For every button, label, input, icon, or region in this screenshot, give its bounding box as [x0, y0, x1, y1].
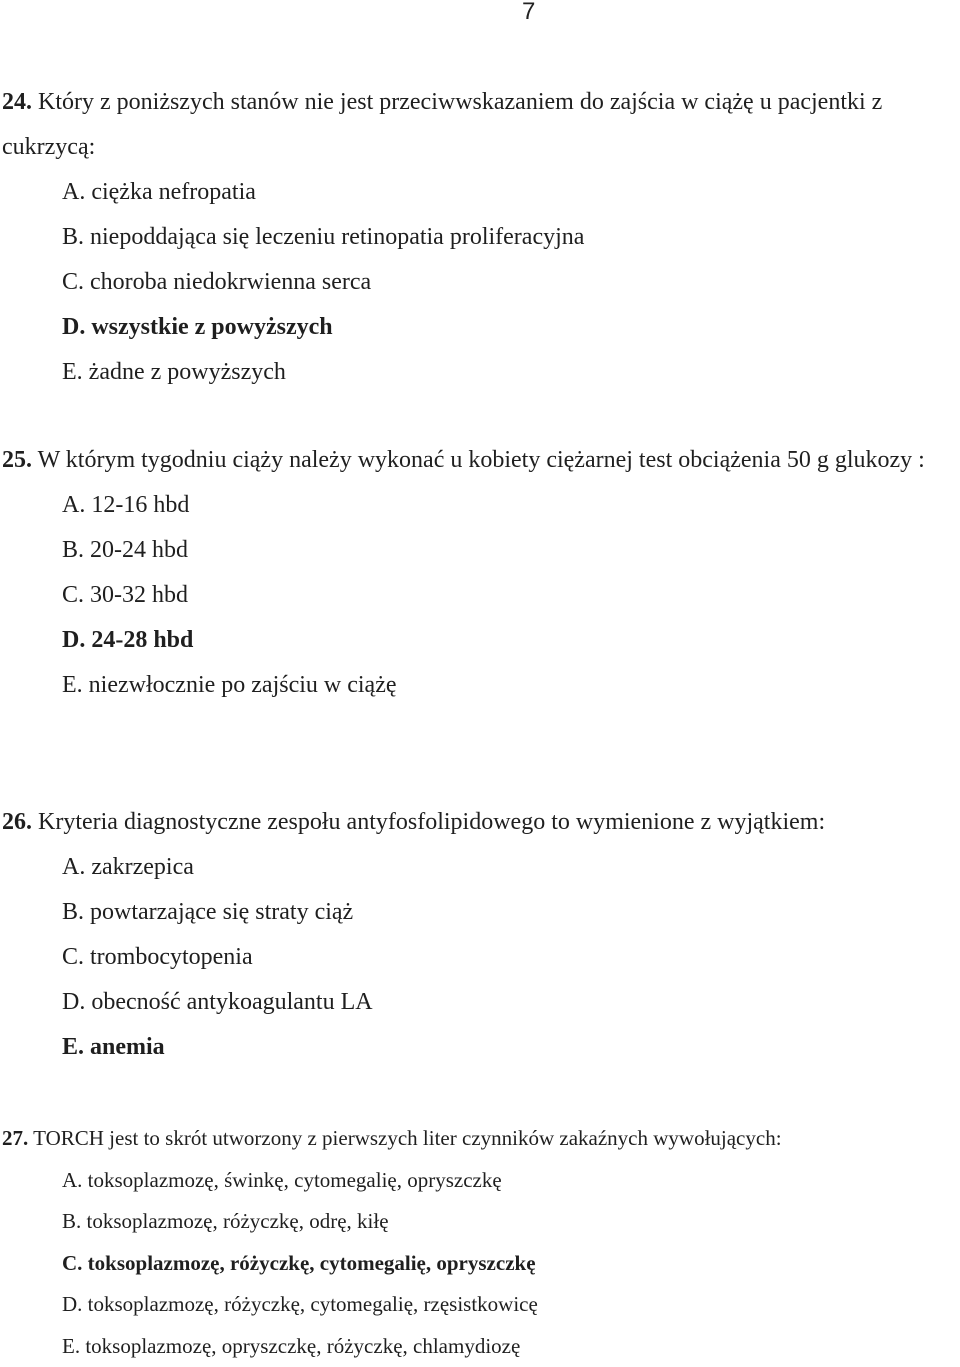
- answer-option-c: C. toksoplazmozę, różyczkę, cytomegalię, opryszczkę: [2, 1243, 960, 1285]
- answer-option-a: A. zakrzepica: [2, 845, 960, 890]
- question-stem: [2, 80, 960, 170]
- answer-option-c: C. choroba niedokrwienna serca: [2, 260, 960, 305]
- answer-option-b: B. powtarzające się straty ciąż: [2, 890, 960, 935]
- answer-option-e: E. toksoplazmozę, opryszczkę, różyczkę, chlamydiozę: [2, 1326, 960, 1367]
- question-number: 24.: [2, 89, 32, 115]
- answer-option-a: A. 12-16 hbd: [2, 483, 960, 528]
- question-stem: [2, 1118, 960, 1160]
- answer-option-b: B. 20-24 hbd: [2, 528, 960, 573]
- answer-option-d: D. toksoplazmozę, różyczkę, cytomegalię, rzęsistkowicę: [2, 1284, 960, 1326]
- answer-option-e: E. żadne z powyższych: [2, 350, 960, 395]
- answer-option-e: E. niezwłocznie po zajściu w ciążę: [2, 663, 960, 708]
- answer-option-b: B. toksoplazmozę, różyczkę, odrę, kiłę: [2, 1201, 960, 1243]
- question-text: Który z poniższych stanów nie jest przeciwwskazaniem do zajścia w ciążę u pacjentki z cukrzycą:: [2, 89, 882, 160]
- question-text: Kryteria diagnostyczne zespołu antyfosfolipidowego to wymienione z wyjątkiem:: [38, 809, 825, 835]
- question-stem: [2, 800, 960, 845]
- question-number: 26.: [2, 809, 32, 835]
- answer-option-d: D. obecność antykoagulantu LA: [2, 980, 960, 1025]
- question-27: [2, 1118, 960, 1367]
- question-24: [2, 80, 960, 395]
- page-number: 7: [522, 0, 535, 26]
- answer-option-d: D. wszystkie z powyższych: [2, 305, 960, 350]
- question-26: [2, 800, 960, 1070]
- answer-option-d: D. 24-28 hbd: [2, 618, 960, 663]
- question-25: [2, 438, 960, 708]
- question-text: TORCH jest to skrót utworzony z pierwszych liter czynników zakaźnych wywołujących:: [33, 1126, 781, 1150]
- question-text: W którym tygodniu ciąży należy wykonać u kobiety ciężarnej test obciążenia 50 g glukozy :: [38, 447, 925, 473]
- question-number: 27.: [2, 1126, 28, 1150]
- question-stem: [2, 438, 960, 483]
- answer-option-e: E. anemia: [2, 1025, 960, 1070]
- answer-option-c: C. trombocytopenia: [2, 935, 960, 980]
- question-number: 25.: [2, 447, 32, 473]
- answer-option-c: C. 30-32 hbd: [2, 573, 960, 618]
- answer-option-a: A. toksoplazmozę, świnkę, cytomegalię, opryszczkę: [2, 1160, 960, 1202]
- answer-option-b: B. niepoddająca się leczeniu retinopatia proliferacyjna: [2, 215, 960, 260]
- answer-option-a: A. ciężka nefropatia: [2, 170, 960, 215]
